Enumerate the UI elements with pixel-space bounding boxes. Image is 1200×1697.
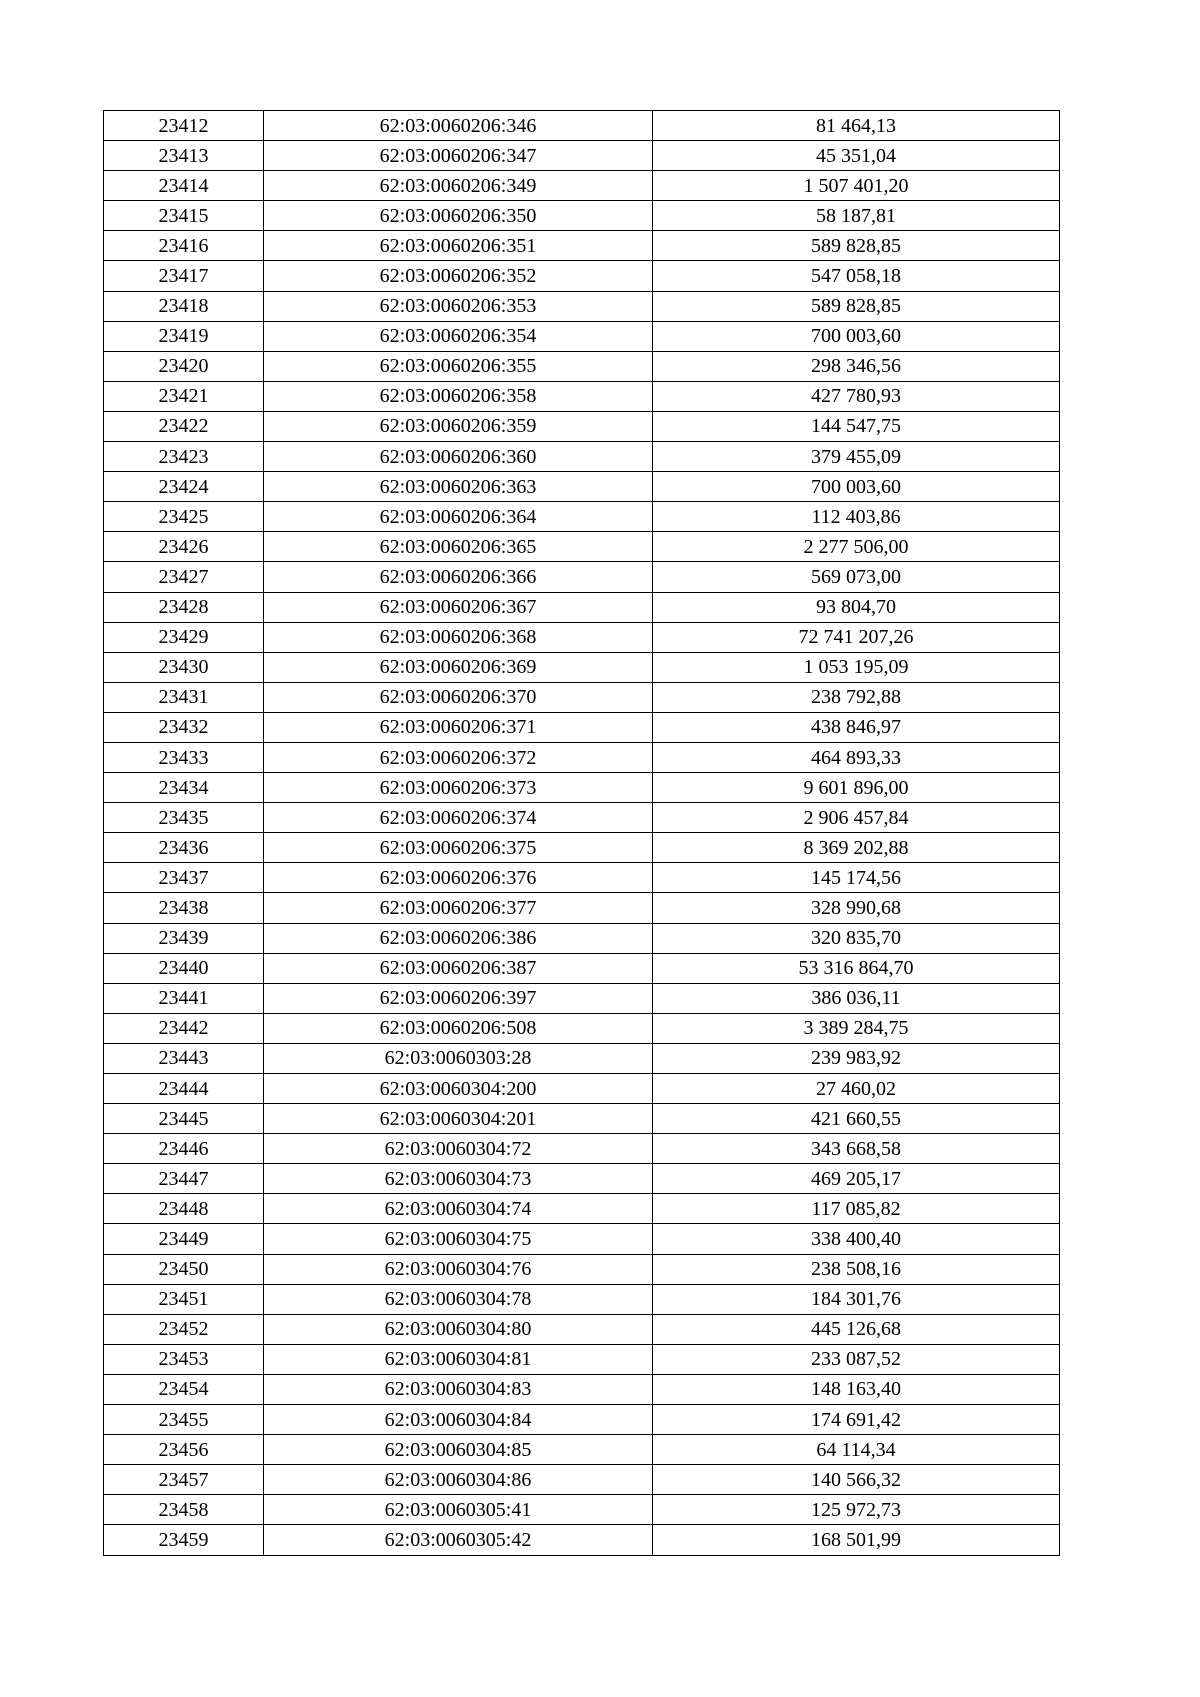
cadastral-value-cell: 27 460,02 [653, 1074, 1060, 1104]
table-row [104, 622, 1060, 652]
table-row [104, 1074, 1060, 1104]
cadastral-value-cell: 112 403,86 [653, 502, 1060, 532]
cadastral-value-cell: 320 835,70 [653, 923, 1060, 953]
cadastral-value-cell: 64 114,34 [653, 1435, 1060, 1465]
cadastral-number-cell: 62:03:0060206:377 [264, 893, 653, 923]
cadastral-number-cell: 62:03:0060206:376 [264, 863, 653, 893]
cadastral-value-cell: 93 804,70 [653, 592, 1060, 622]
table-row [104, 863, 1060, 893]
cadastral-number-cell: 62:03:0060304:76 [264, 1254, 653, 1284]
table-row [104, 742, 1060, 772]
cadastral-number-cell: 62:03:0060206:397 [264, 983, 653, 1013]
row-number-cell: 23437 [104, 863, 264, 893]
row-number-cell: 23430 [104, 652, 264, 682]
row-number-cell: 23423 [104, 442, 264, 472]
cadastral-number-cell: 62:03:0060304:73 [264, 1164, 653, 1194]
table-row [104, 1314, 1060, 1344]
cadastral-number-cell: 62:03:0060206:508 [264, 1013, 653, 1043]
cadastral-number-cell: 62:03:0060206:351 [264, 231, 653, 261]
table-row [104, 1164, 1060, 1194]
row-number-cell: 23415 [104, 201, 264, 231]
cadastral-value-cell: 144 547,75 [653, 411, 1060, 441]
cadastral-value-cell: 338 400,40 [653, 1224, 1060, 1254]
row-number-cell: 23440 [104, 953, 264, 983]
table-row [104, 592, 1060, 622]
table-row [104, 712, 1060, 742]
cadastral-value-table [103, 110, 1060, 1556]
table-row [104, 1013, 1060, 1043]
row-number-cell: 23416 [104, 231, 264, 261]
row-number-cell: 23448 [104, 1194, 264, 1224]
row-number-cell: 23426 [104, 532, 264, 562]
cadastral-number-cell: 62:03:0060206:353 [264, 291, 653, 321]
table-row [104, 141, 1060, 171]
cadastral-number-cell: 62:03:0060206:372 [264, 742, 653, 772]
cadastral-number-cell: 62:03:0060206:366 [264, 562, 653, 592]
cadastral-number-cell: 62:03:0060304:80 [264, 1314, 653, 1344]
cadastral-value-cell: 421 660,55 [653, 1104, 1060, 1134]
cadastral-number-cell: 62:03:0060206:375 [264, 833, 653, 863]
row-number-cell: 23413 [104, 141, 264, 171]
cadastral-number-cell: 62:03:0060206:355 [264, 351, 653, 381]
table-row [104, 351, 1060, 381]
table-row [104, 1465, 1060, 1495]
cadastral-value-cell: 2 906 457,84 [653, 803, 1060, 833]
table-row [104, 953, 1060, 983]
cadastral-value-cell: 427 780,93 [653, 381, 1060, 411]
table-row [104, 562, 1060, 592]
row-number-cell: 23447 [104, 1164, 264, 1194]
table-row [104, 652, 1060, 682]
row-number-cell: 23442 [104, 1013, 264, 1043]
row-number-cell: 23424 [104, 472, 264, 502]
cadastral-number-cell: 62:03:0060304:72 [264, 1134, 653, 1164]
cadastral-value-cell: 589 828,85 [653, 291, 1060, 321]
cadastral-number-cell: 62:03:0060206:370 [264, 682, 653, 712]
row-number-cell: 23444 [104, 1074, 264, 1104]
row-number-cell: 23417 [104, 261, 264, 291]
row-number-cell: 23434 [104, 773, 264, 803]
cadastral-value-cell: 328 990,68 [653, 893, 1060, 923]
cadastral-value-cell: 184 301,76 [653, 1284, 1060, 1314]
table-row [104, 231, 1060, 261]
cadastral-number-cell: 62:03:0060305:41 [264, 1495, 653, 1525]
cadastral-number-cell: 62:03:0060304:86 [264, 1465, 653, 1495]
cadastral-number-cell: 62:03:0060206:360 [264, 442, 653, 472]
table-row [104, 1254, 1060, 1284]
table-row [104, 171, 1060, 201]
cadastral-number-cell: 62:03:0060206:346 [264, 111, 653, 141]
row-number-cell: 23454 [104, 1374, 264, 1404]
table-row [104, 1525, 1060, 1555]
table-row [104, 261, 1060, 291]
row-number-cell: 23445 [104, 1104, 264, 1134]
cadastral-number-cell: 62:03:0060206:373 [264, 773, 653, 803]
table-row [104, 532, 1060, 562]
cadastral-value-cell: 8 369 202,88 [653, 833, 1060, 863]
row-number-cell: 23446 [104, 1134, 264, 1164]
table-row [104, 502, 1060, 532]
cadastral-number-cell: 62:03:0060304:75 [264, 1224, 653, 1254]
cadastral-value-cell: 569 073,00 [653, 562, 1060, 592]
cadastral-value-cell: 72 741 207,26 [653, 622, 1060, 652]
cadastral-number-cell: 62:03:0060304:200 [264, 1074, 653, 1104]
table-row [104, 893, 1060, 923]
cadastral-value-cell: 140 566,32 [653, 1465, 1060, 1495]
table-row [104, 381, 1060, 411]
row-number-cell: 23418 [104, 291, 264, 321]
cadastral-value-cell: 589 828,85 [653, 231, 1060, 261]
table-row [104, 803, 1060, 833]
cadastral-value-cell: 438 846,97 [653, 712, 1060, 742]
cadastral-value-cell: 700 003,60 [653, 321, 1060, 351]
row-number-cell: 23453 [104, 1344, 264, 1374]
table-row [104, 923, 1060, 953]
cadastral-number-cell: 62:03:0060304:74 [264, 1194, 653, 1224]
row-number-cell: 23456 [104, 1435, 264, 1465]
table-row [104, 983, 1060, 1013]
cadastral-number-cell: 62:03:0060206:363 [264, 472, 653, 502]
cadastral-number-cell: 62:03:0060206:368 [264, 622, 653, 652]
table-row [104, 411, 1060, 441]
cadastral-number-cell: 62:03:0060206:387 [264, 953, 653, 983]
table-body [104, 111, 1060, 1556]
table-row [104, 1495, 1060, 1525]
table-row [104, 111, 1060, 141]
table-row [104, 1284, 1060, 1314]
cadastral-value-cell: 45 351,04 [653, 141, 1060, 171]
row-number-cell: 23414 [104, 171, 264, 201]
cadastral-number-cell: 62:03:0060206:349 [264, 171, 653, 201]
cadastral-number-cell: 62:03:0060206:386 [264, 923, 653, 953]
cadastral-number-cell: 62:03:0060206:358 [264, 381, 653, 411]
cadastral-value-cell: 3 389 284,75 [653, 1013, 1060, 1043]
table-row [104, 773, 1060, 803]
cadastral-number-cell: 62:03:0060304:83 [264, 1374, 653, 1404]
cadastral-number-cell: 62:03:0060304:201 [264, 1104, 653, 1134]
cadastral-value-cell: 2 277 506,00 [653, 532, 1060, 562]
cadastral-value-cell: 125 972,73 [653, 1495, 1060, 1525]
table-row [104, 1405, 1060, 1435]
table-row [104, 1134, 1060, 1164]
row-number-cell: 23420 [104, 351, 264, 381]
cadastral-value-cell: 174 691,42 [653, 1405, 1060, 1435]
cadastral-number-cell: 62:03:0060303:28 [264, 1043, 653, 1073]
cadastral-number-cell: 62:03:0060305:42 [264, 1525, 653, 1555]
cadastral-value-cell: 464 893,33 [653, 742, 1060, 772]
cadastral-value-cell: 9 601 896,00 [653, 773, 1060, 803]
cadastral-value-cell: 58 187,81 [653, 201, 1060, 231]
table-row [104, 201, 1060, 231]
row-number-cell: 23459 [104, 1525, 264, 1555]
cadastral-number-cell: 62:03:0060206:347 [264, 141, 653, 171]
table-row [104, 1344, 1060, 1374]
row-number-cell: 23419 [104, 321, 264, 351]
row-number-cell: 23443 [104, 1043, 264, 1073]
cadastral-number-cell: 62:03:0060304:85 [264, 1435, 653, 1465]
table-row [104, 682, 1060, 712]
cadastral-value-cell: 298 346,56 [653, 351, 1060, 381]
row-number-cell: 23431 [104, 682, 264, 712]
cadastral-value-cell: 53 316 864,70 [653, 953, 1060, 983]
row-number-cell: 23441 [104, 983, 264, 1013]
cadastral-number-cell: 62:03:0060206:359 [264, 411, 653, 441]
cadastral-number-cell: 62:03:0060206:365 [264, 532, 653, 562]
cadastral-value-cell: 1 053 195,09 [653, 652, 1060, 682]
cadastral-value-cell: 145 174,56 [653, 863, 1060, 893]
table-row [104, 1043, 1060, 1073]
row-number-cell: 23438 [104, 893, 264, 923]
cadastral-value-cell: 445 126,68 [653, 1314, 1060, 1344]
cadastral-number-cell: 62:03:0060206:364 [264, 502, 653, 532]
row-number-cell: 23427 [104, 562, 264, 592]
table-row [104, 1224, 1060, 1254]
row-number-cell: 23436 [104, 833, 264, 863]
cadastral-value-cell: 469 205,17 [653, 1164, 1060, 1194]
cadastral-value-cell: 386 036,11 [653, 983, 1060, 1013]
row-number-cell: 23412 [104, 111, 264, 141]
cadastral-value-cell: 238 792,88 [653, 682, 1060, 712]
table-row [104, 291, 1060, 321]
table-row [104, 1374, 1060, 1404]
row-number-cell: 23433 [104, 742, 264, 772]
table-row [104, 321, 1060, 351]
cadastral-value-cell: 700 003,60 [653, 472, 1060, 502]
table-row [104, 472, 1060, 502]
cadastral-number-cell: 62:03:0060206:350 [264, 201, 653, 231]
cadastral-value-cell: 379 455,09 [653, 442, 1060, 472]
cadastral-number-cell: 62:03:0060206:354 [264, 321, 653, 351]
table-row [104, 833, 1060, 863]
cadastral-number-cell: 62:03:0060304:81 [264, 1344, 653, 1374]
cadastral-number-cell: 62:03:0060206:374 [264, 803, 653, 833]
table-row [104, 1435, 1060, 1465]
cadastral-value-cell: 148 163,40 [653, 1374, 1060, 1404]
cadastral-value-cell: 547 058,18 [653, 261, 1060, 291]
cadastral-number-cell: 62:03:0060304:78 [264, 1284, 653, 1314]
cadastral-number-cell: 62:03:0060206:371 [264, 712, 653, 742]
cadastral-value-cell: 168 501,99 [653, 1525, 1060, 1555]
row-number-cell: 23425 [104, 502, 264, 532]
row-number-cell: 23421 [104, 381, 264, 411]
row-number-cell: 23422 [104, 411, 264, 441]
row-number-cell: 23452 [104, 1314, 264, 1344]
cadastral-value-cell: 81 464,13 [653, 111, 1060, 141]
row-number-cell: 23435 [104, 803, 264, 833]
cadastral-number-cell: 62:03:0060206:367 [264, 592, 653, 622]
table-row [104, 1194, 1060, 1224]
cadastral-number-cell: 62:03:0060206:352 [264, 261, 653, 291]
table-row [104, 442, 1060, 472]
row-number-cell: 23451 [104, 1284, 264, 1314]
cadastral-value-cell: 233 087,52 [653, 1344, 1060, 1374]
row-number-cell: 23429 [104, 622, 264, 652]
table-row [104, 1104, 1060, 1134]
cadastral-value-cell: 1 507 401,20 [653, 171, 1060, 201]
row-number-cell: 23450 [104, 1254, 264, 1284]
row-number-cell: 23449 [104, 1224, 264, 1254]
row-number-cell: 23439 [104, 923, 264, 953]
cadastral-number-cell: 62:03:0060206:369 [264, 652, 653, 682]
cadastral-value-cell: 117 085,82 [653, 1194, 1060, 1224]
row-number-cell: 23455 [104, 1405, 264, 1435]
cadastral-value-cell: 343 668,58 [653, 1134, 1060, 1164]
cadastral-value-cell: 239 983,92 [653, 1043, 1060, 1073]
row-number-cell: 23457 [104, 1465, 264, 1495]
row-number-cell: 23458 [104, 1495, 264, 1525]
row-number-cell: 23428 [104, 592, 264, 622]
cadastral-number-cell: 62:03:0060304:84 [264, 1405, 653, 1435]
row-number-cell: 23432 [104, 712, 264, 742]
cadastral-value-cell: 238 508,16 [653, 1254, 1060, 1284]
